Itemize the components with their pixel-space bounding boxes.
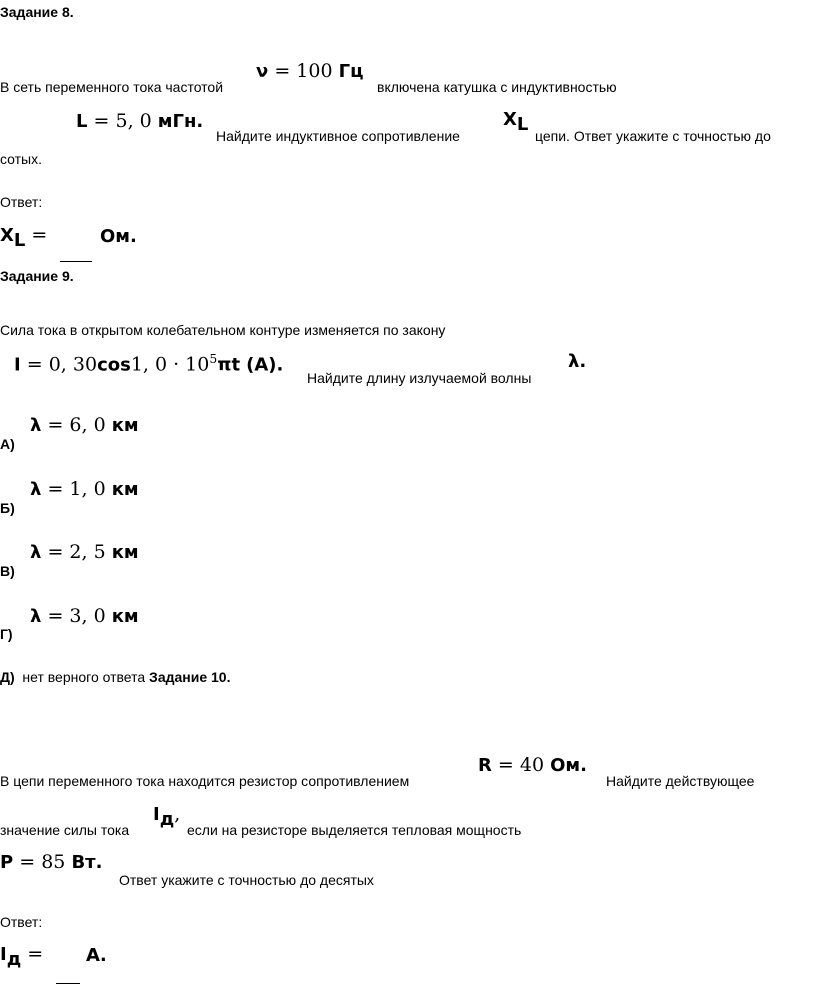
- task9-option-e-text: нет верного ответа: [22, 669, 146, 685]
- task9-lambda-symbol: λ.: [568, 351, 587, 372]
- frequency-symbol: ν: [256, 61, 269, 82]
- task8-answer-unit: Ом.: [100, 226, 137, 247]
- task8-frequency-formula: [256, 60, 363, 82]
- task10-answer-blank[interactable]: [56, 983, 80, 984]
- task8-title: Задание 8.: [0, 4, 74, 20]
- task10-resistance-formula: R = 40 Ом.: [478, 754, 587, 776]
- task9-text: Сила тока в открытом колебательном контуре изменяется по закону: [0, 322, 446, 338]
- task9-option-e[interactable]: [0, 669, 230, 685]
- frequency-unit: Гц: [338, 61, 364, 82]
- task10-id-symbol: $I_д$,: [153, 803, 181, 830]
- task8-answer-formula: $X_L$ =: [0, 224, 48, 251]
- inductance-value: = 5, 0: [93, 110, 152, 132]
- task9-option-d-formula: λ = 3, 0 км: [30, 605, 139, 627]
- task9-title: Задание 9.: [0, 268, 74, 284]
- task10-power-formula: P = 85 Вт.: [0, 851, 103, 873]
- task9-option-b-letter[interactable]: Б): [0, 500, 15, 516]
- frequency-value: = 100: [274, 60, 333, 82]
- task10-text-part4: если на резисторе выделяется тепловая мощность: [187, 822, 522, 838]
- task9-option-a-letter[interactable]: А): [0, 436, 15, 452]
- task8-text-part3: Найдите индуктивное сопротивление: [216, 128, 460, 144]
- task9-option-b-formula: λ = 1, 0 км: [30, 478, 139, 500]
- task10-text-part2: Найдите действующее: [606, 773, 755, 789]
- task10-title: Задание 10.: [149, 669, 231, 685]
- task10-text-part3: значение силы тока: [0, 822, 130, 838]
- task8-answer-blank[interactable]: [60, 261, 92, 262]
- inductance-symbol: L: [76, 111, 88, 132]
- task8-text-part4: цепи. Ответ укажите с точностью до: [535, 128, 771, 144]
- task8-inductance-formula: [76, 110, 203, 132]
- task9-option-e-letter: Д): [0, 669, 15, 685]
- task8-xl-symbol: $X_L$: [503, 109, 529, 135]
- task8-text-part5: сотых.: [0, 151, 42, 167]
- task9-current-formula: I = 0, 30cos1, $0 \cdot 10^5\pi t$ (A).: [14, 352, 284, 376]
- task8-answer-label: Ответ:: [0, 194, 43, 210]
- task10-answer-formula: $I_д$ =: [0, 943, 44, 970]
- task9-option-c-formula: λ = 2, 5 км: [30, 541, 139, 563]
- task9-option-g-letter[interactable]: Г): [0, 626, 13, 642]
- task10-answer-label: Ответ:: [0, 914, 43, 930]
- task10-text-part1: В цепи переменного тока находится резистор сопротивлением: [0, 773, 410, 789]
- inductance-unit: мГн.: [157, 111, 204, 132]
- task9-option-a-formula: λ = 6, 0 км: [30, 414, 139, 436]
- task10-answer-unit: А.: [86, 945, 107, 966]
- task8-text-part2: включена катушка с индуктивностью: [377, 79, 617, 95]
- task10-text-part5: Ответ укажите с точностью до десятых: [119, 872, 374, 888]
- task9-question: Найдите длину излучаемой волны: [307, 370, 532, 386]
- task8-text-part1: В сеть переменного тока частотой: [0, 79, 224, 95]
- task9-option-c-letter[interactable]: В): [0, 563, 15, 579]
